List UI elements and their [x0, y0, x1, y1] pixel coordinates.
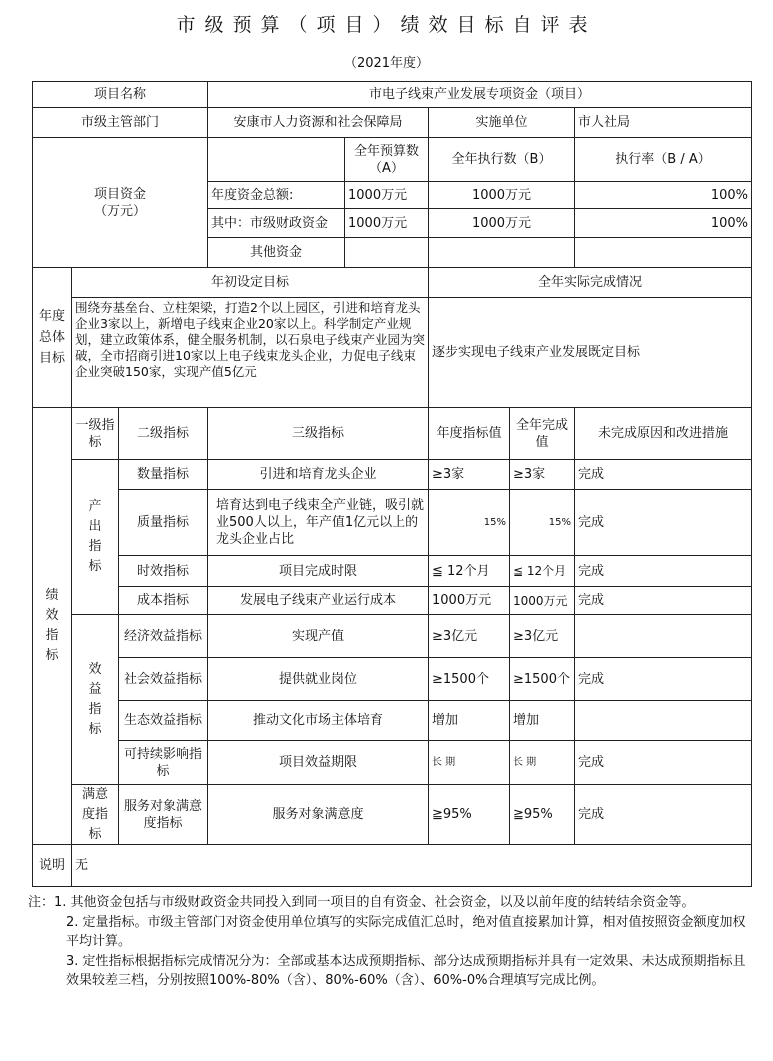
funds-row-budget: 1000万元	[344, 181, 429, 209]
indicator-actual: 15%	[509, 489, 575, 556]
indicator-actual: 1000万元	[509, 586, 575, 615]
funds-row-rate: 100%	[574, 208, 752, 238]
page-title: 市级预算（项目）绩效目标自评表	[176, 14, 597, 36]
funds-row-label: 其他资金	[207, 237, 345, 268]
indicator-level3: 项目完成时限	[207, 555, 429, 587]
group-benefit-label: 效 益 指 标	[71, 614, 119, 785]
indicator-reason: 完成	[574, 459, 752, 490]
dept-value: 安康市人力资源和社会保障局	[207, 107, 429, 138]
indicators-label: 绩 效 指 标	[32, 407, 72, 845]
funds-row-budget: 1000万元	[344, 208, 429, 238]
funds-row-exec: 1000万元	[428, 181, 575, 209]
funds-label: 项目资金 （万元）	[32, 137, 208, 268]
indicator-level3: 提供就业岗位	[207, 657, 429, 701]
indicator-reason	[574, 614, 752, 658]
header-reason: 未完成原因和改进措施	[574, 407, 752, 460]
funds-header-blank	[207, 137, 345, 182]
indicator-level3: 发展电子线束产业运行成本	[207, 586, 429, 615]
indicator-reason: 完成	[574, 740, 752, 785]
indicator-reason: 完成	[574, 586, 752, 615]
indicator-target: ≥1500个	[428, 657, 510, 701]
indicator-level2: 经济效益指标	[118, 614, 208, 658]
indicator-level3: 推动文化市场主体培育	[207, 700, 429, 741]
indicator-target: 增加	[428, 700, 510, 741]
indicator-target: 15%	[428, 489, 510, 556]
header-target: 年度指标值	[428, 407, 510, 460]
report-year: （2021年度）	[343, 56, 430, 71]
funds-row-rate: 100%	[574, 181, 752, 209]
indicator-target: 1000万元	[428, 586, 510, 615]
goals-planned-header: 年初设定目标	[71, 267, 429, 298]
indicator-actual: ≦ 12个月	[509, 555, 575, 587]
indicator-target: ≥3家	[428, 459, 510, 490]
indicator-level2: 质量指标	[118, 489, 208, 556]
funds-row-exec	[428, 237, 575, 268]
note-2: 2. 定量指标。市级主管部门对资金使用单位填写的实际完成值汇总时，绝对值直接累加计算，相对值按照资金额度加权平均计算。	[66, 915, 746, 949]
indicator-target: ≥3亿元	[428, 614, 510, 658]
indicator-level2: 生态效益指标	[118, 700, 208, 741]
indicator-actual: ≥3家	[509, 459, 575, 490]
indicator-level2: 时效指标	[118, 555, 208, 587]
funds-row-label: 其中：市级财政资金	[207, 208, 345, 238]
note-1: 注：1. 其他资金包括与市级财政资金共同投入到同一项目的自有资金、社会资金，以及以前年度的结转结余资金等。	[28, 895, 695, 910]
indicator-actual: ≥3亿元	[509, 614, 575, 658]
remark-label: 说明	[32, 844, 72, 887]
indicator-level2: 社会效益指标	[118, 657, 208, 701]
indicator-target: ≧95%	[428, 784, 510, 845]
indicator-actual: 增加	[509, 700, 575, 741]
indicator-actual: 长 期	[509, 740, 575, 785]
impl-label: 实施单位	[428, 107, 575, 138]
group-output-label: 产 出 指 标	[71, 459, 119, 615]
indicator-level3: 服务对象满意度	[207, 784, 429, 845]
header-level2: 二级指标	[118, 407, 208, 460]
impl-value: 市人社局	[574, 107, 752, 138]
goals-actual-header: 全年实际完成情况	[428, 267, 752, 298]
funds-row-label: 年度资金总额:	[207, 181, 345, 209]
remark-value: 无	[71, 844, 752, 887]
header-level1: 一级指标	[71, 407, 119, 460]
indicator-level3: 培育达到电子线束全产业链，吸引就业500人以上，年产值1亿元以上的龙头企业占比	[207, 489, 429, 556]
indicator-level2: 数量指标	[118, 459, 208, 490]
indicator-level2: 成本指标	[118, 586, 208, 615]
indicator-level3: 项目效益期限	[207, 740, 429, 785]
indicator-target: ≦ 12个月	[428, 555, 510, 587]
indicator-target: 长 期	[428, 740, 510, 785]
project-name-label: 项目名称	[32, 81, 208, 108]
indicator-level2: 可持续影响指标	[118, 740, 208, 785]
indicator-reason: 完成	[574, 784, 752, 845]
header-level3: 三级指标	[207, 407, 429, 460]
goals-label: 年度 总体 目标	[32, 267, 72, 408]
indicator-reason: 完成	[574, 489, 752, 556]
funds-row-exec: 1000万元	[428, 208, 575, 238]
col-exec-header: 全年执行数（B）	[428, 137, 575, 182]
group-satisfaction-label: 满意 度指 标	[71, 784, 119, 845]
indicator-actual: ≥1500个	[509, 657, 575, 701]
header-actual: 全年完成值	[509, 407, 575, 460]
indicator-level2: 服务对象满意度指标	[118, 784, 208, 845]
col-rate-header: 执行率（B / A）	[574, 137, 752, 182]
note-3: 3. 定性指标根据指标完成情况分为：全部或基本达成预期指标、部分达成预期指标并具有一定效果、未达成预期指标且效果较差三档，分别按照100%-80%（含）、80%-60%（含）、60%-0%合理填写完成比例。	[66, 954, 746, 988]
funds-row-budget	[344, 237, 429, 268]
indicator-actual: ≧95%	[509, 784, 575, 845]
indicator-reason: 完成	[574, 555, 752, 587]
indicator-level3: 引进和培育龙头企业	[207, 459, 429, 490]
dept-label: 市级主管部门	[32, 107, 208, 138]
project-name-value: 市电子线束产业发展专项资金（项目）	[207, 81, 752, 108]
notes-section	[28, 893, 748, 991]
funds-row-rate	[574, 237, 752, 268]
indicator-reason	[574, 700, 752, 741]
goals-actual-text: 逐步实现电子线束产业发展既定目标	[428, 297, 752, 408]
indicator-reason: 完成	[574, 657, 752, 701]
indicator-level3: 实现产值	[207, 614, 429, 658]
goals-planned-text: 围绕夯基垒台、立柱架梁，打造2个以上园区，引进和培育龙头企业3家以上，新增电子线束企业20家以上。科学制定产业规划，建立政策体系，健全服务机制，以石泉电子线束产业园为突破，全市招商引进10家以上电子线束龙头企业，力促电子线束企业突破150家，实现产值5亿元	[71, 297, 429, 408]
col-budget-header: 全年预算数（A）	[344, 137, 429, 182]
